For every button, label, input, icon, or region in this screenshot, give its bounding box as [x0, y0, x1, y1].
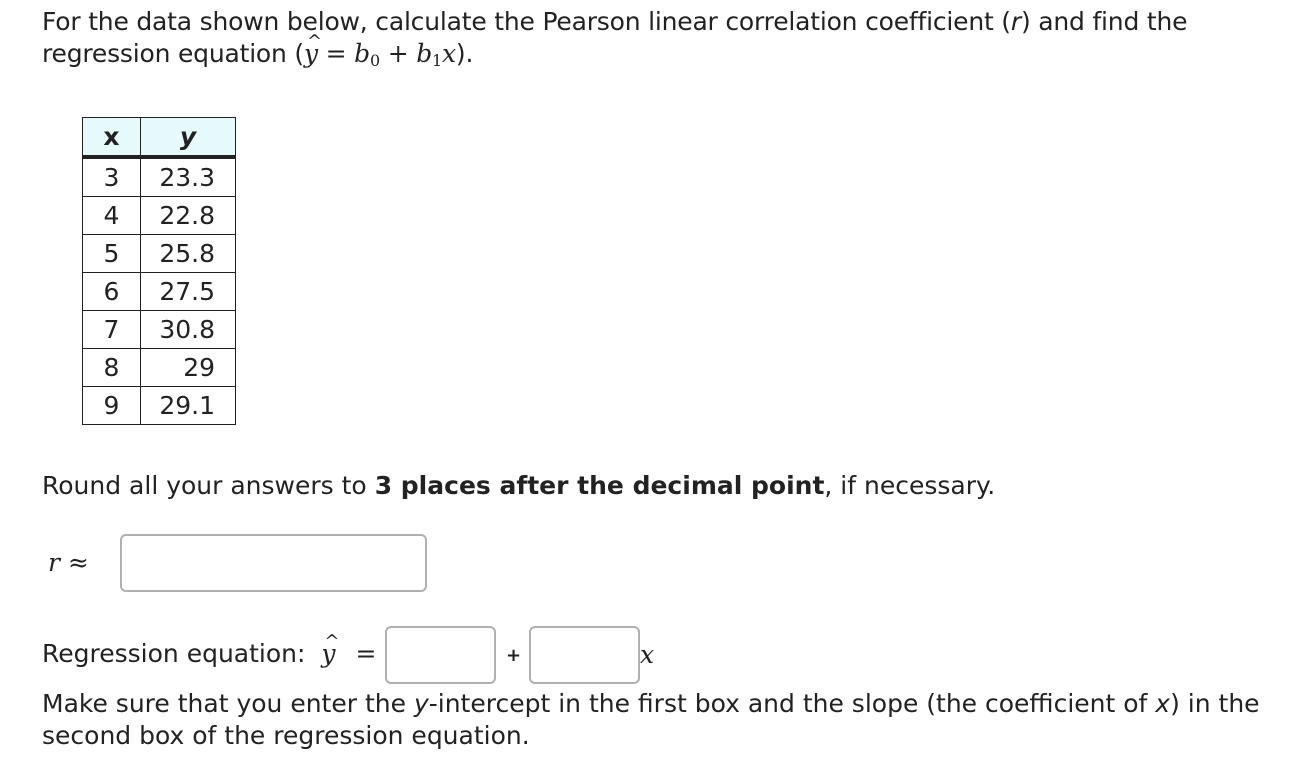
cell-x: 4 — [83, 197, 141, 235]
cell-y: 30.8 — [141, 311, 236, 349]
cell-x: 7 — [83, 311, 141, 349]
cell-x: 3 — [83, 157, 141, 197]
question-text: For the data shown below, calculate the Pearson linear correlation coefficient (r) and find the regression equation (^ $y = b_0 + b_1x$). — [42, 6, 1262, 77]
table-header-row — [83, 118, 236, 158]
table-row — [83, 349, 236, 387]
table-row — [83, 387, 236, 425]
r-approx-label: r ≈ — [48, 548, 89, 577]
intercept-input[interactable] — [385, 626, 496, 684]
rounding-instruction: Round all your answers to 3 places after the decimal point, if necessary. — [42, 471, 996, 500]
cell-x: 6 — [83, 273, 141, 311]
table-row — [83, 311, 236, 349]
cell-y: 22.8 — [141, 197, 236, 235]
r-symbol: r — [1010, 7, 1021, 36]
slope-input[interactable] — [529, 626, 640, 684]
regression-label: Regression equation: ^ y = — [42, 638, 376, 670]
x-variable-label: x — [640, 640, 655, 669]
rounding-emphasis: 3 places after the decimal point — [374, 471, 825, 500]
cell-x: 8 — [83, 349, 141, 387]
cell-x: 5 — [83, 235, 141, 273]
table-row — [83, 235, 236, 273]
cell-y: 25.8 — [141, 235, 236, 273]
y-hat-symbol: ^ y — [321, 638, 335, 670]
y-hat-symbol: ^ y — [304, 38, 318, 70]
table-row — [83, 197, 236, 235]
cell-x: 9 — [83, 387, 141, 425]
cell-y: 27.5 — [141, 273, 236, 311]
column-header-x: x — [83, 118, 141, 158]
cell-y: 29 — [141, 349, 236, 387]
cell-y: 29.1 — [141, 387, 236, 425]
r-answer-input[interactable] — [120, 534, 427, 592]
table-row — [83, 157, 236, 197]
table-row — [83, 273, 236, 311]
plus-sign: + — [506, 645, 522, 666]
column-header-y: y — [141, 118, 236, 158]
cell-y: 23.3 — [141, 157, 236, 197]
data-table — [82, 117, 236, 425]
entry-note: Make sure that you enter the y-intercept in the first box and the slope (the coefficient of x) in the second box of the regression equation. — [42, 689, 1260, 750]
